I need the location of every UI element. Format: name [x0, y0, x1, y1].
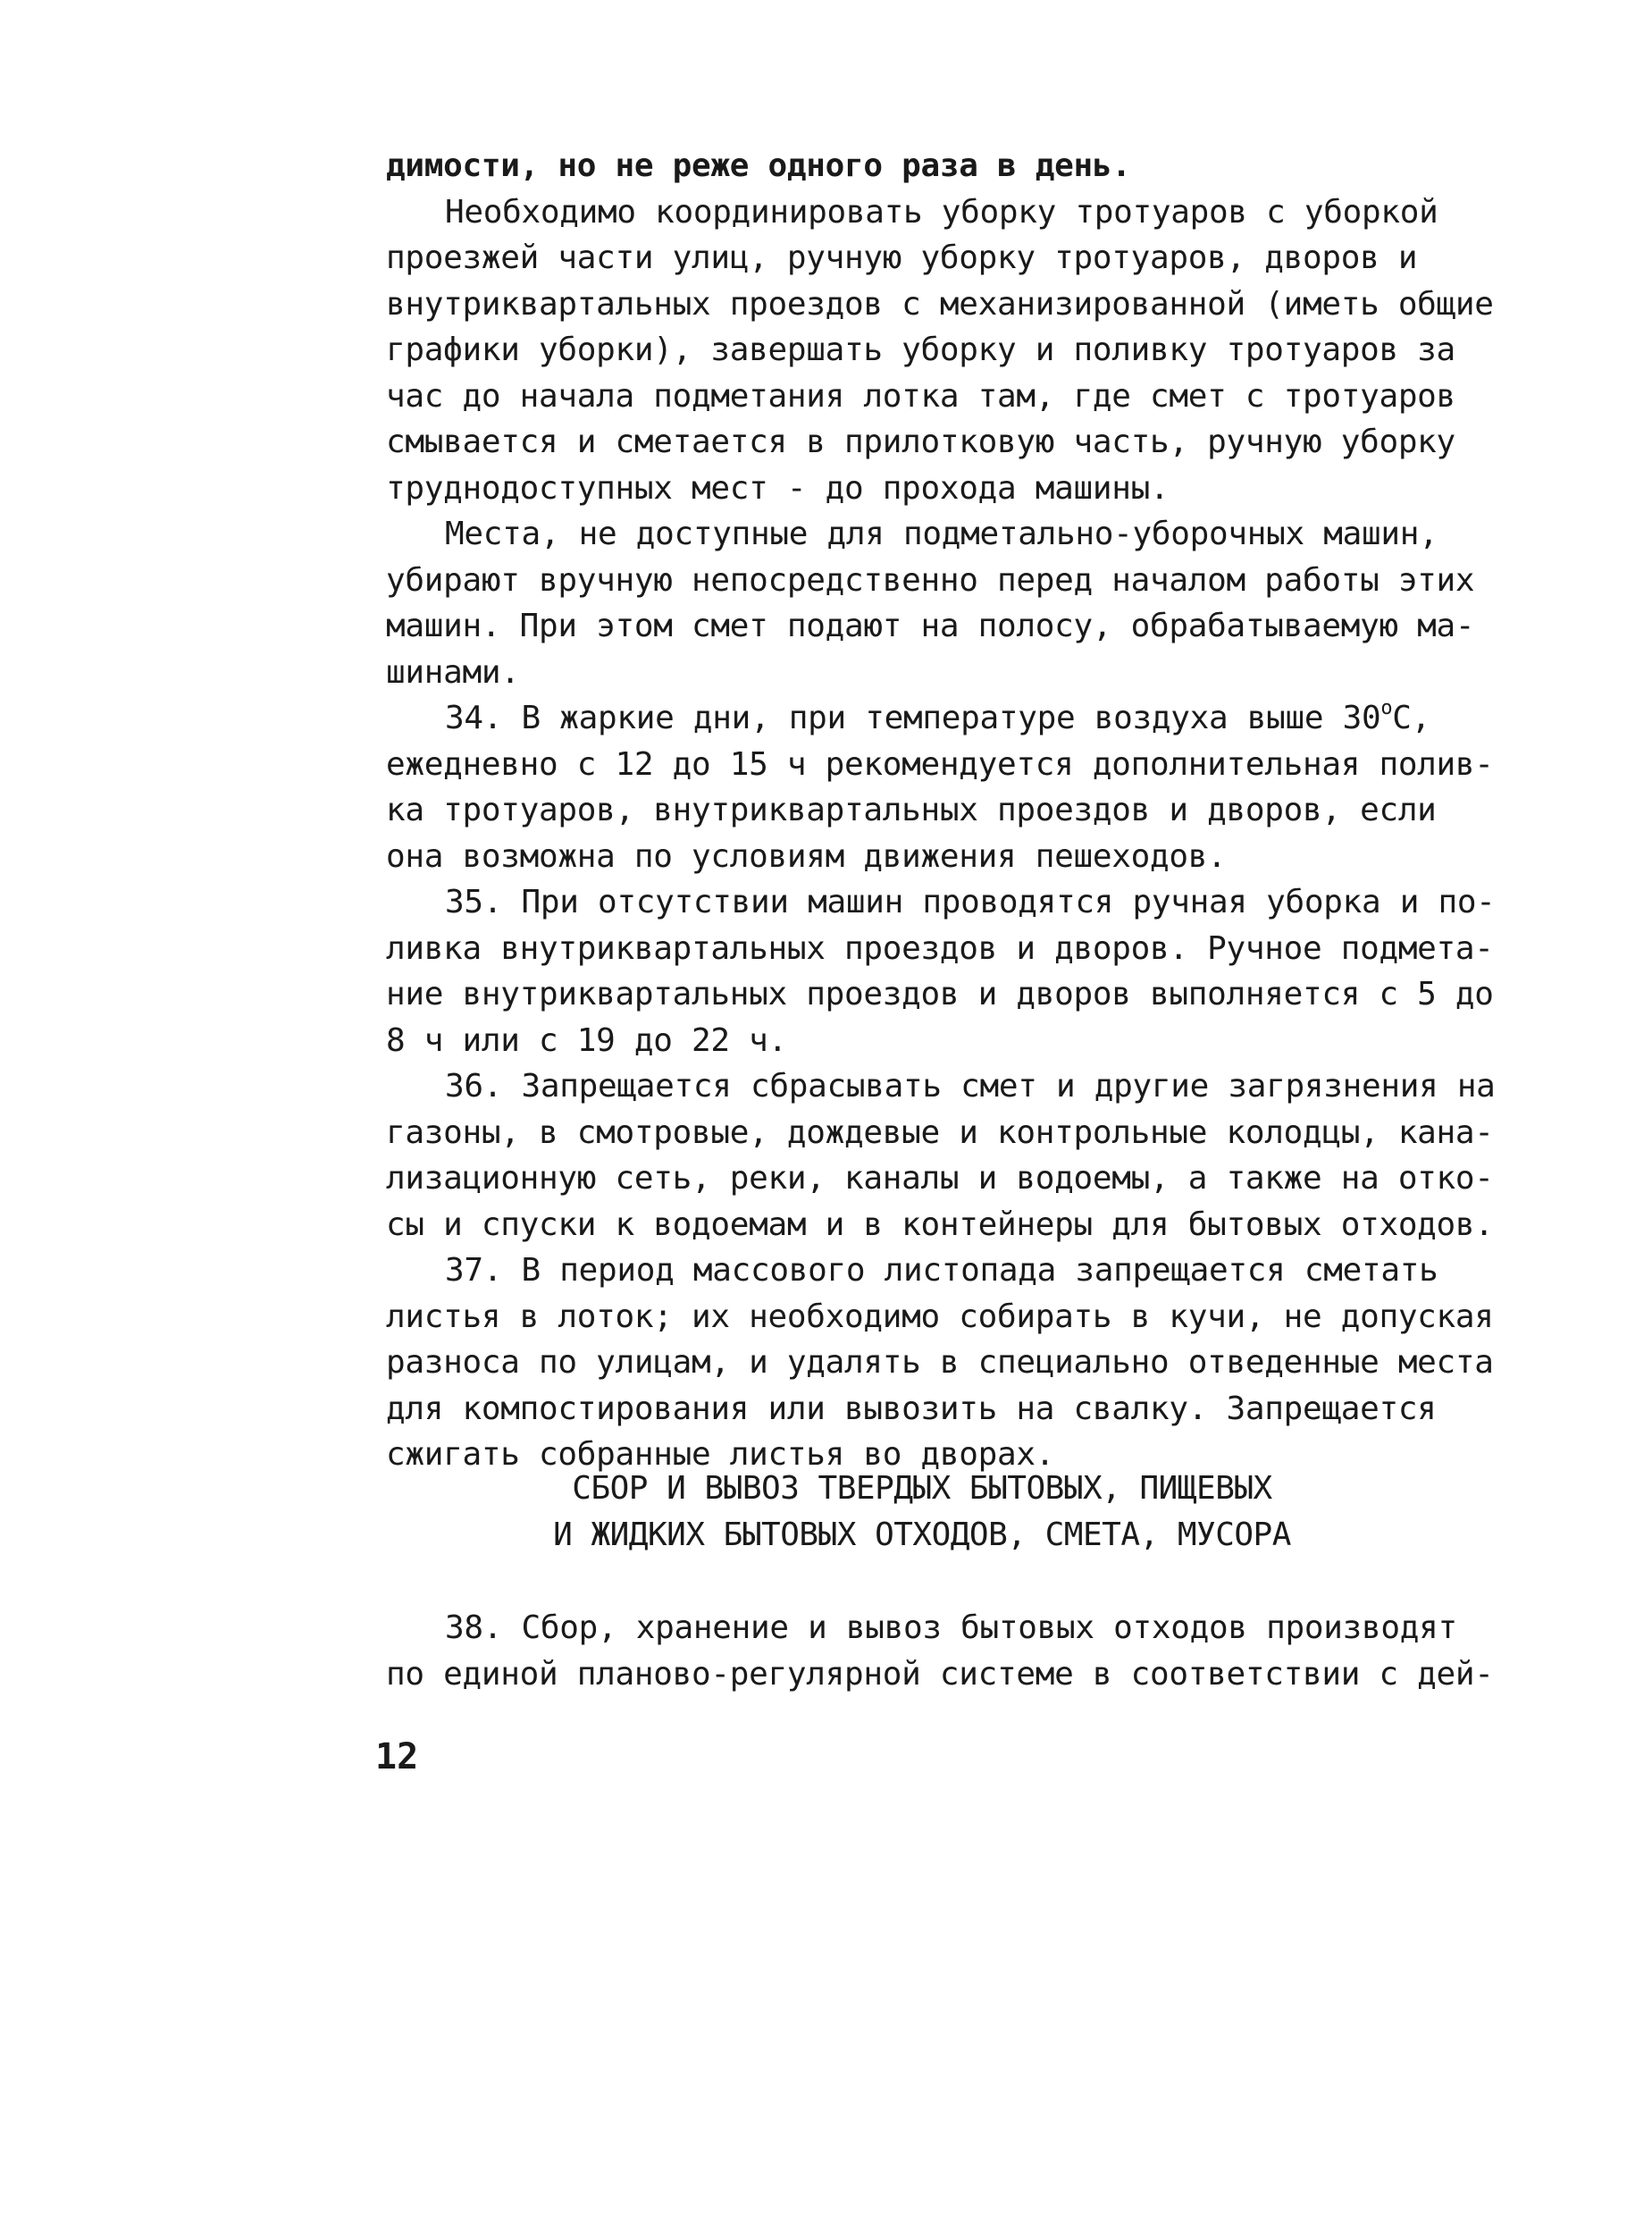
page-number: 12 [375, 1736, 419, 1777]
body-text [386, 143, 1496, 1478]
text-line: димости, но не реже одного раза в день. [386, 147, 1131, 184]
text-line: убирают вручную непосредственно перед началом работы этих [386, 561, 1475, 599]
text-line: шинами. [386, 653, 520, 691]
text-line: газоны, в смотровые, дождевые и контрольные колодцы, кана- [386, 1113, 1494, 1151]
heading-line: СБОР И ВЫВОЗ ТВЕРДЫХ БЫТОВЫХ, ПИЩЕВЫХ [572, 1470, 1272, 1507]
text-line: ка тротуаров, внутриквартальных проездов и дворов, если [386, 792, 1437, 828]
degree-superscript: о [1380, 697, 1393, 719]
text-line: труднодоступных мест - до прохода машины. [386, 469, 1170, 507]
text-line: 38. Сбор, хранение и вывоз бытовых отходов производят [445, 1609, 1457, 1646]
text-line: Необходимо координировать уборку тротуаров с уборкой [445, 193, 1438, 231]
text-line: ливка внутриквартальных проездов и дворов. Ручное подмета- [386, 929, 1494, 967]
text-line: 35. При отсутствии машин проводятся ручная уборка и по- [445, 884, 1496, 920]
text-line: Места, не доступные для подметально-уборочных машин, [445, 516, 1438, 552]
text-line: 36. Запрещается сбрасывать смет и другие загрязнения на [445, 1068, 1496, 1105]
text-line: по единой планово-регулярной системе в соответствии с дей- [386, 1655, 1494, 1693]
text-line-with-superscript [386, 695, 1458, 742]
text-line: час до начала подметания лотка там, где смет с тротуаров [386, 377, 1455, 415]
text-line: для компостирования или вывозить на свалку. Запрещается [386, 1390, 1437, 1427]
text-line: 37. В период массового листопада запрещается сметать [445, 1252, 1438, 1289]
text-line: она возможна по условиям движения пешеходов. [386, 837, 1227, 875]
text-line: лизационную сеть, реки, каналы и водоемы, а также на отко- [386, 1160, 1494, 1197]
text-line: листья в лоток; их необходимо собирать в кучи, не допуская [386, 1298, 1494, 1335]
text-line: разноса по улицам, и удалять в специально отведенные места [386, 1344, 1494, 1381]
heading-line: И ЖИДКИХ БЫТОВЫХ ОТХОДОВ, СМЕТА, МУСОРА [553, 1517, 1291, 1553]
text-line: графики уборки), завершать уборку и поливку тротуаров за [386, 332, 1455, 368]
text-fragment: С, [1392, 700, 1431, 736]
text-line: проезжей части улиц, ручную уборку тротуаров, дворов и [386, 239, 1418, 276]
text-fragment: 34. В жаркие дни, при температуре воздуха выше 30 [445, 700, 1381, 736]
text-line: внутриквартальных проездов с механизированной (иметь общие [386, 285, 1494, 323]
text-line: машин. При этом смет подают на полосу, обрабатываемую ма- [386, 608, 1475, 644]
text-line: ежедневно с 12 до 15 ч рекомендуется дополнительная полив- [386, 745, 1494, 783]
text-line: сы и спуски к водоемам и в контейнеры для бытовых отходов. [386, 1206, 1494, 1243]
text-line: 8 ч или с 19 до 22 ч. [386, 1021, 787, 1059]
section-heading [386, 1466, 1458, 1559]
text-line: сжигать собранные листья во дворах. [386, 1436, 1055, 1473]
body-text-continued [386, 1605, 1494, 1697]
text-line: смывается и сметается в прилотковую часть, ручную уборку [386, 424, 1455, 460]
text-line: ние внутриквартальных проездов и дворов выполняется с 5 до [386, 976, 1494, 1012]
